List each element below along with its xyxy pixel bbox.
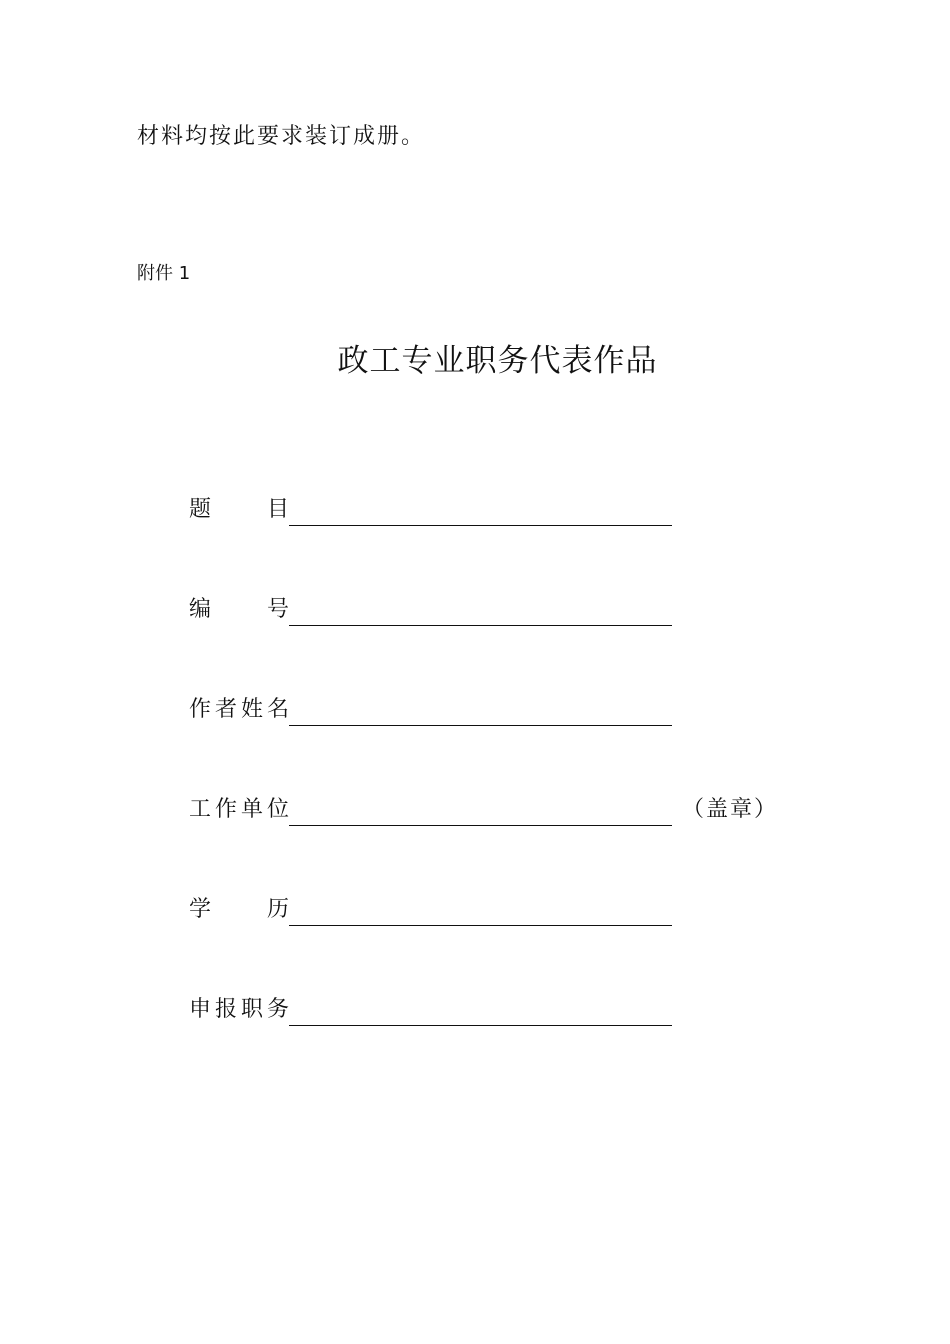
applied-position-input-line[interactable]: [289, 1025, 672, 1026]
field-label-char: 姓: [240, 697, 263, 722]
field-label-number: [189, 596, 289, 624]
field-label-author-name: [189, 696, 289, 724]
field-row-title: [189, 490, 809, 526]
author-name-input-line[interactable]: [289, 725, 672, 726]
field-label-title: [189, 496, 289, 524]
work-unit-input-line[interactable]: [289, 825, 672, 826]
field-row-work-unit: [189, 790, 809, 826]
field-label-char: 学: [189, 897, 212, 922]
field-label-char: 工: [189, 797, 212, 822]
field-label-char: 题: [189, 497, 212, 522]
field-label-char: 申: [189, 997, 212, 1022]
field-label-char: 职: [240, 997, 263, 1022]
field-label-char: 历: [266, 897, 289, 922]
intro-text: 材料均按此要求装订成册。: [137, 124, 426, 149]
title-input-line[interactable]: [289, 525, 672, 526]
field-label-work-unit: [189, 796, 289, 824]
field-label-char: 号: [266, 597, 289, 622]
seal-note: （盖章）: [682, 797, 779, 822]
field-label-char: 务: [266, 997, 289, 1022]
field-row-author-name: [189, 690, 809, 726]
field-row-applied-position: [189, 990, 809, 1026]
field-label-char: 作: [189, 697, 212, 722]
field-label-applied-position: [189, 996, 289, 1024]
field-row-number: [189, 590, 809, 626]
attachment-label: 附件 1: [137, 263, 191, 284]
field-label-char: 位: [266, 797, 289, 822]
field-label-char: 单: [240, 797, 263, 822]
field-row-education: [189, 890, 809, 926]
number-input-line[interactable]: [289, 625, 672, 626]
field-label-char: 报: [214, 997, 237, 1022]
field-label-char: 目: [266, 497, 289, 522]
education-input-line[interactable]: [289, 925, 672, 926]
field-label-char: 名: [266, 697, 289, 722]
form-title: 政工专业职务代表作品: [337, 343, 658, 379]
field-label-education: [189, 896, 289, 924]
field-label-char: 者: [214, 697, 237, 722]
field-label-char: 编: [189, 597, 212, 622]
field-label-char: 作: [214, 797, 237, 822]
